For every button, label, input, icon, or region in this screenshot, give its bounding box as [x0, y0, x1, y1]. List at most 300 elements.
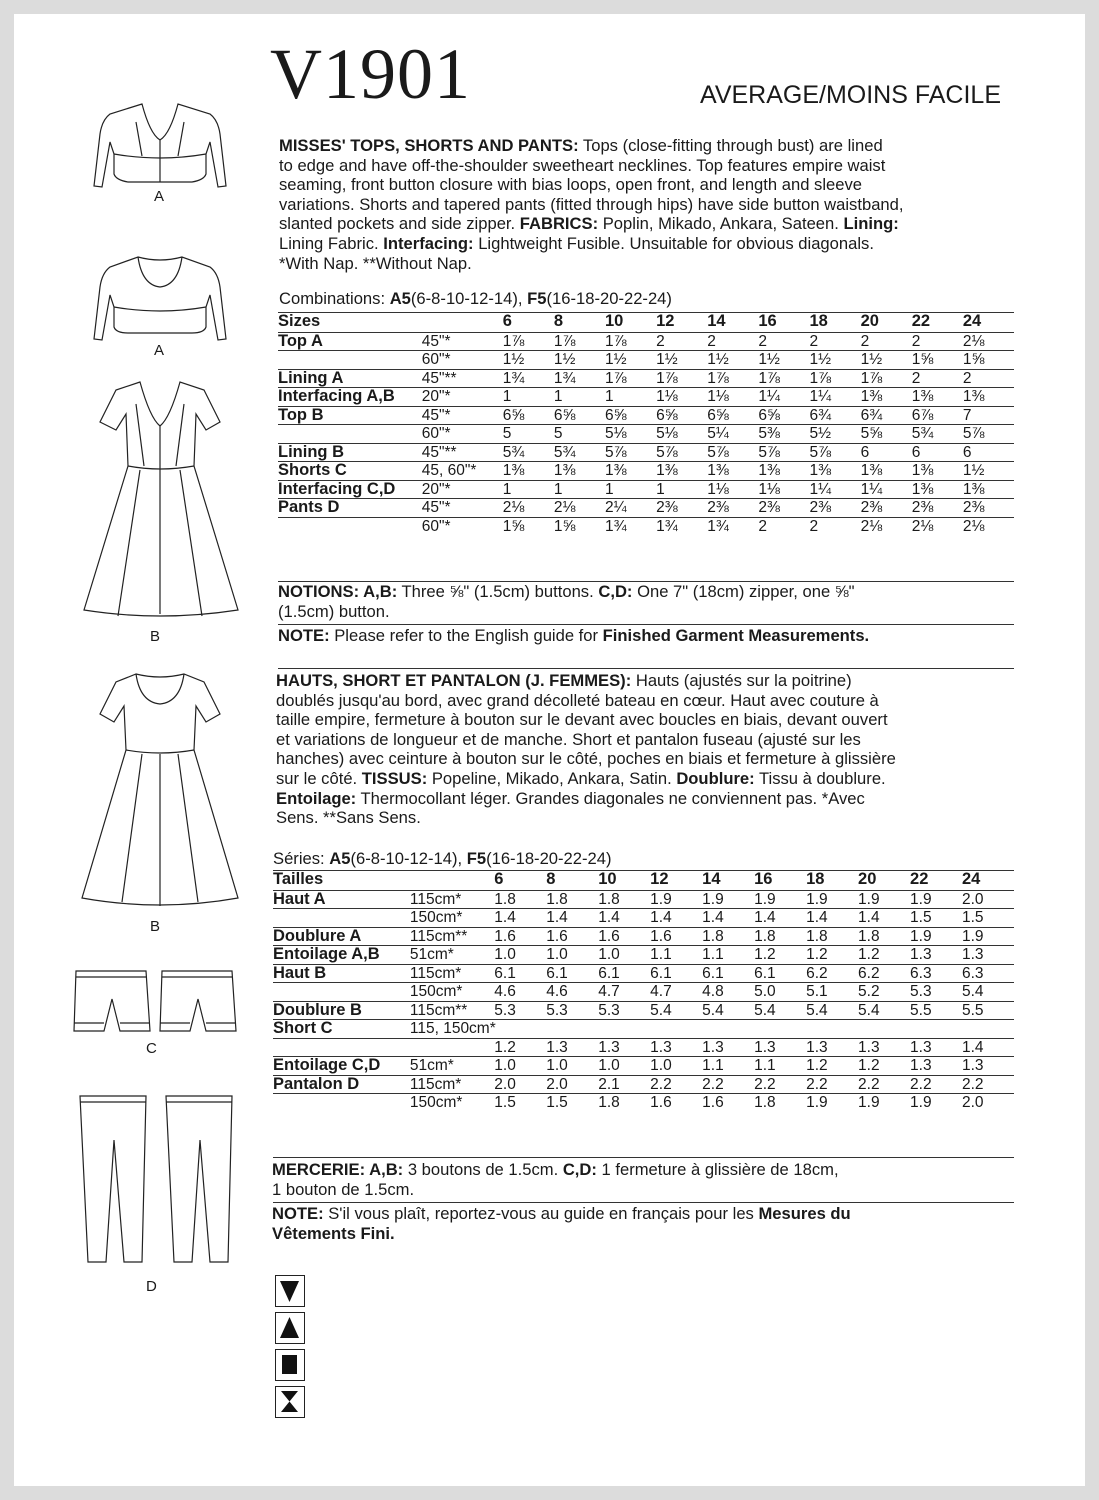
size-header-cell: 6	[494, 871, 546, 891]
row-label: Pants D	[278, 499, 422, 518]
yardage-cell: 1¾	[707, 517, 758, 535]
divider	[273, 1202, 1014, 1203]
size-header-label: Tailles	[273, 871, 410, 891]
yardage-cell: 1.2	[494, 1038, 546, 1057]
yardage-cell: 6⅞	[912, 406, 963, 425]
yardage-cell: 1¼	[809, 480, 860, 499]
yardage-cell: 5⅞	[656, 443, 707, 462]
yardage-cell: 1.5	[494, 1094, 546, 1112]
fabric-width: 150cm*	[410, 909, 494, 928]
yardage-cell: 1.4	[858, 909, 910, 928]
fabric-width: 20"*	[422, 480, 503, 499]
square-icon	[276, 1350, 303, 1379]
size-header-cell: 20	[861, 313, 912, 333]
yardage-cell: 1.5	[962, 909, 1014, 928]
yardage-cell: 6.1	[598, 964, 650, 983]
yardage-cell: 2⅜	[809, 499, 860, 518]
yardage-cell: 5⅜	[758, 425, 809, 444]
yardage-cell: 1⅜	[707, 462, 758, 481]
fabric-width: 45"*	[422, 332, 503, 351]
yardage-cell: 2	[963, 369, 1014, 388]
yardage-cell: 5.3	[910, 983, 962, 1002]
view-letter: C	[146, 1040, 157, 1057]
yardage-cell: 5¾	[554, 443, 605, 462]
english-yardage-table	[278, 312, 1014, 535]
hourglass-icon	[276, 1387, 303, 1416]
table-row	[273, 1075, 1014, 1094]
yardage-cell: 5.4	[702, 1001, 754, 1020]
yardage-cell: 1.0	[598, 946, 650, 965]
size-header-cell: 22	[912, 313, 963, 333]
yardage-cell: 1.3	[962, 1057, 1014, 1076]
yardage-cell: 1.3	[910, 1057, 962, 1076]
table-row	[278, 332, 1014, 351]
fabric-width: 115cm*	[410, 890, 494, 909]
fabric-width: 45"*	[422, 499, 503, 518]
divider	[273, 1157, 1014, 1158]
yardage-cell: 5.4	[858, 1001, 910, 1020]
yardage-cell: 1.2	[806, 1057, 858, 1076]
yardage-cell: 5⅞	[605, 443, 656, 462]
yardage-cell: 1⅛	[758, 480, 809, 499]
table-row	[278, 406, 1014, 425]
yardage-cell: 1⅞	[503, 332, 554, 351]
yardage-cell: 1.1	[650, 946, 702, 965]
yardage-cell: 1.6	[546, 927, 598, 946]
yardage-cell: 1¾	[503, 369, 554, 388]
yardage-cell: 5.3	[598, 1001, 650, 1020]
yardage-cell: 1⅝	[503, 517, 554, 535]
yardage-cell: 2.2	[962, 1075, 1014, 1094]
yardage-cell: 1½	[707, 351, 758, 370]
yardage-cell: 1.3	[910, 1038, 962, 1057]
combinations-line: Combinations: A5(6-8-10-12-14), F5(16-18-20-22-24)	[279, 289, 672, 308]
row-label	[278, 425, 422, 444]
yardage-cell: 2⅛	[912, 517, 963, 535]
yardage-cell: 5.5	[962, 1001, 1014, 1020]
size-header-cell: 18	[809, 313, 860, 333]
yardage-cell: 1.9	[754, 890, 806, 909]
yardage-cell: 1.1	[754, 1057, 806, 1076]
table-row	[273, 964, 1014, 983]
yardage-cell: 2.1	[598, 1075, 650, 1094]
fabric-width	[410, 1038, 494, 1057]
yardage-cell: 1.3	[598, 1038, 650, 1057]
yardage-cell: 1½	[861, 351, 912, 370]
yardage-cell: 1⅜	[758, 462, 809, 481]
square-symbol	[275, 1349, 305, 1381]
up-triangle-symbol	[275, 1312, 305, 1344]
row-label: Shorts C	[278, 462, 422, 481]
table-row	[273, 946, 1014, 965]
yardage-cell: 1¾	[605, 517, 656, 535]
yardage-cell	[702, 1020, 754, 1039]
table-row	[278, 443, 1014, 462]
english-notions: NOTIONS: A,B: Three ⅝" (1.5cm) buttons. C,D: One 7" (18cm) zipper, one ⅝" (1.5cm) button.	[278, 582, 855, 621]
french-note: NOTE: S'il vous plaît, reportez-vous au guide en français pour les Mesures du Vêtements Fini.	[272, 1204, 851, 1243]
yardage-cell: 1.4	[598, 909, 650, 928]
yardage-cell: 1.5	[910, 909, 962, 928]
yardage-cell: 2⅜	[656, 499, 707, 518]
yardage-cell: 1½	[554, 351, 605, 370]
yardage-cell: 1.0	[598, 1057, 650, 1076]
yardage-cell: 5¾	[503, 443, 554, 462]
yardage-cell: 1.8	[598, 890, 650, 909]
yardage-cell: 6	[912, 443, 963, 462]
yardage-cell: 1½	[809, 351, 860, 370]
yardage-cell: 6.2	[806, 964, 858, 983]
yardage-cell: 5.4	[650, 1001, 702, 1020]
yardage-cell: 4.7	[650, 983, 702, 1002]
yardage-cell: 2⅛	[963, 332, 1014, 351]
yardage-cell: 1⅞	[707, 369, 758, 388]
yardage-cell: 1.8	[754, 927, 806, 946]
yardage-cell: 1½	[605, 351, 656, 370]
yardage-cell: 1⅝	[963, 351, 1014, 370]
yardage-cell: 1⅞	[554, 332, 605, 351]
yardage-cell: 1⅜	[554, 462, 605, 481]
yardage-cell: 1	[503, 480, 554, 499]
yardage-cell: 1.4	[806, 909, 858, 928]
view-a-long-sleeve-top-drawing	[80, 100, 240, 200]
yardage-cell: 6¾	[809, 406, 860, 425]
yardage-cell: 6¾	[861, 406, 912, 425]
yardage-cell: 1.0	[494, 1057, 546, 1076]
yardage-cell: 1.6	[650, 1094, 702, 1112]
view-d-pants-drawing	[70, 1090, 250, 1270]
yardage-cell: 1.1	[702, 1057, 754, 1076]
size-header-cell: 8	[546, 871, 598, 891]
size-header-cell: 24	[962, 871, 1014, 891]
row-label	[273, 983, 410, 1002]
yardage-cell: 1.0	[546, 946, 598, 965]
size-header-label: Sizes	[278, 313, 422, 333]
fabric-width: 60"*	[422, 425, 503, 444]
yardage-cell: 1⅜	[605, 462, 656, 481]
yardage-cell: 2	[861, 332, 912, 351]
yardage-cell: 1⅜	[912, 480, 963, 499]
size-header-cell: 12	[650, 871, 702, 891]
yardage-cell: 1.8	[546, 890, 598, 909]
yardage-cell: 5.5	[910, 1001, 962, 1020]
english-title: MISSES' TOPS, SHORTS AND PANTS:	[279, 136, 579, 155]
yardage-cell: 1.2	[858, 1057, 910, 1076]
table-row	[278, 425, 1014, 444]
down-triangle-symbol	[275, 1275, 305, 1307]
yardage-cell: 1.2	[754, 946, 806, 965]
french-description: HAUTS, SHORT ET PANTALON (J. FEMMES): Hauts (ajustés sur la poitrine) doublés jusqu'au bord, avec grand décolleté bateau en cœur. Haut avec couture à taille empire, fermeture à bouton sur le devant avec boucles en biais, devant ouvert et variations de longueur et de manche. Short et pantalon fuseau (ajusté sur les hanches) avec ceinture à bouton sur le côté, poches en biais et fermeture à glissière sur le côté. TISSUS: Popeline, Mikado, Ankara, Satin. Doublure: Tissu à doublure. Entoilage: Thermocollant léger. Grandes diagonales ne conviennent pas. *Avec Sens. **Sans Sens.	[276, 671, 896, 828]
yardage-cell: 2⅛	[503, 499, 554, 518]
yardage-cell: 1⅞	[656, 369, 707, 388]
yardage-cell: 2.2	[702, 1075, 754, 1094]
yardage-cell: 2⅜	[861, 499, 912, 518]
english-note: NOTE: Please refer to the English guide for Finished Garment Measurements.	[278, 626, 870, 645]
row-label: Interfacing C,D	[278, 480, 422, 499]
table-row	[278, 517, 1014, 535]
fabric-width: 60"*	[422, 351, 503, 370]
english-description: MISSES' TOPS, SHORTS AND PANTS: Tops (close-fitting through bust) are lined to edge and have off-the-shoulder sweetheart necklines. Top features empire waist seaming, front button closure with bias loops, open front, and length and sleeve variations. Shorts and tapered pants (fitted through hips) have side button waistband, slanted pockets and side zipper. FABRICS: Poplin, Mikado, Ankara, Sateen. Lining: Lining Fabric. Interfacing: Lightweight Fusible. Unsuitable for obvious diagonals. *With Nap. **Without Nap.	[279, 136, 904, 273]
yardage-cell: 5	[503, 425, 554, 444]
yardage-cell: 1⅝	[554, 517, 605, 535]
size-header-cell: 10	[605, 313, 656, 333]
yardage-cell: 1⅛	[707, 480, 758, 499]
yardage-cell: 4.8	[702, 983, 754, 1002]
size-header-cell: 8	[554, 313, 605, 333]
yardage-cell: 6.1	[702, 964, 754, 983]
yardage-cell: 1⅜	[912, 388, 963, 407]
table-row	[273, 927, 1014, 946]
view-letter: A	[154, 342, 165, 359]
row-label: Haut A	[273, 890, 410, 909]
yardage-cell: 1¼	[861, 480, 912, 499]
size-header-row	[273, 871, 1014, 891]
yardage-cell: 1.8	[754, 1094, 806, 1112]
yardage-cell: 1	[503, 388, 554, 407]
yardage-cell: 2	[809, 517, 860, 535]
yardage-cell: 1⅜	[656, 462, 707, 481]
hourglass-symbol	[275, 1386, 305, 1418]
table-row	[273, 890, 1014, 909]
yardage-cell: 1.9	[910, 890, 962, 909]
row-label: Entoilage A,B	[273, 946, 410, 965]
yardage-cell: 1.0	[494, 946, 546, 965]
size-header-cell: 12	[656, 313, 707, 333]
yardage-cell: 1.6	[598, 927, 650, 946]
yardage-cell: 2.0	[546, 1075, 598, 1094]
yardage-cell: 6	[861, 443, 912, 462]
series-line: Séries: A5(6-8-10-12-14), F5(16-18-20-22-24)	[273, 849, 612, 868]
yardage-cell: 6⅝	[758, 406, 809, 425]
yardage-cell: 1.9	[910, 927, 962, 946]
yardage-cell: 1.1	[702, 946, 754, 965]
yardage-cell	[598, 1020, 650, 1039]
fabric-width: 150cm*	[410, 1094, 494, 1112]
yardage-cell: 1.0	[650, 1057, 702, 1076]
yardage-cell: 2.2	[806, 1075, 858, 1094]
yardage-cell: 1⅜	[963, 480, 1014, 499]
yardage-cell: 1⅞	[861, 369, 912, 388]
yardage-cell: 1.9	[962, 927, 1014, 946]
yardage-cell: 1.3	[546, 1038, 598, 1057]
yardage-cell: 1¾	[656, 517, 707, 535]
yardage-cell: 5⅝	[861, 425, 912, 444]
yardage-cell: 2	[656, 332, 707, 351]
yardage-cell	[806, 1020, 858, 1039]
yardage-cell: 2.0	[962, 890, 1014, 909]
yardage-cell: 1.3	[910, 946, 962, 965]
fabric-width: 45"**	[422, 369, 503, 388]
yardage-cell: 5.3	[546, 1001, 598, 1020]
yardage-cell: 1½	[503, 351, 554, 370]
yardage-cell: 1.9	[858, 1094, 910, 1112]
yardage-cell: 2⅜	[758, 499, 809, 518]
yardage-cell: 1.3	[702, 1038, 754, 1057]
row-label: Haut B	[273, 964, 410, 983]
yardage-cell: 1.3	[754, 1038, 806, 1057]
fabric-width: 115cm**	[410, 1001, 494, 1020]
yardage-cell: 1⅜	[861, 388, 912, 407]
size-header-cell: 22	[910, 871, 962, 891]
yardage-cell: 2	[912, 369, 963, 388]
yardage-cell: 1.4	[650, 909, 702, 928]
yardage-cell: 6.1	[494, 964, 546, 983]
row-label	[278, 351, 422, 370]
yardage-cell: 1.4	[546, 909, 598, 928]
yardage-cell: 1⅛	[707, 388, 758, 407]
yardage-cell: 2.2	[650, 1075, 702, 1094]
yardage-cell: 1⅛	[656, 388, 707, 407]
yardage-cell: 2	[758, 517, 809, 535]
yardage-cell: 5⅞	[758, 443, 809, 462]
row-label	[273, 1094, 410, 1112]
french-title: HAUTS, SHORT ET PANTALON (J. FEMMES):	[276, 671, 632, 690]
row-label	[273, 909, 410, 928]
yardage-cell: 1.9	[858, 890, 910, 909]
yardage-cell: 1.8	[494, 890, 546, 909]
fabric-width: 45"**	[422, 443, 503, 462]
yardage-cell: 2	[809, 332, 860, 351]
yardage-cell: 5⅛	[656, 425, 707, 444]
yardage-cell: 6.3	[910, 964, 962, 983]
yardage-cell: 1	[605, 480, 656, 499]
yardage-cell: 1¾	[554, 369, 605, 388]
difficulty-level: AVERAGE/MOINS FACILE	[700, 81, 1002, 109]
size-header-cell: 18	[806, 871, 858, 891]
yardage-cell: 1.6	[494, 927, 546, 946]
table-row	[278, 369, 1014, 388]
table-row	[278, 499, 1014, 518]
french-yardage-table	[273, 870, 1014, 1112]
yardage-cell: 1⅜	[861, 462, 912, 481]
fabric-width: 45, 60"*	[422, 462, 503, 481]
view-b-dress-sweetheart-drawing	[70, 378, 250, 626]
yardage-cell: 7	[963, 406, 1014, 425]
yardage-cell: 1⅞	[605, 332, 656, 351]
view-c-shorts-drawing	[70, 965, 250, 1037]
table-row	[273, 1020, 1014, 1039]
yardage-cell: 5¾	[912, 425, 963, 444]
yardage-cell: 5.4	[806, 1001, 858, 1020]
size-header-cell: 16	[758, 313, 809, 333]
yardage-cell: 5⅞	[707, 443, 758, 462]
yardage-cell: 2.0	[962, 1094, 1014, 1112]
yardage-cell: 1⅜	[912, 462, 963, 481]
yardage-cell: 1½	[656, 351, 707, 370]
yardage-cell: 1⅜	[809, 462, 860, 481]
yardage-cell: 2⅜	[912, 499, 963, 518]
fabric-width: 20"*	[422, 388, 503, 407]
table-row	[278, 480, 1014, 499]
yardage-cell: 5⅞	[963, 425, 1014, 444]
yardage-cell: 1	[554, 480, 605, 499]
yardage-cell	[910, 1020, 962, 1039]
yardage-cell: 1.8	[858, 927, 910, 946]
row-label: Entoilage C,D	[273, 1057, 410, 1076]
yardage-cell: 1.2	[806, 946, 858, 965]
yardage-cell: 2⅛	[554, 499, 605, 518]
size-header-row	[278, 313, 1014, 333]
yardage-cell	[494, 1020, 546, 1039]
yardage-cell: 1.3	[806, 1038, 858, 1057]
yardage-cell: 1⅞	[809, 369, 860, 388]
yardage-cell: 5.0	[754, 983, 806, 1002]
yardage-cell: 1.9	[806, 1094, 858, 1112]
view-letter: D	[146, 1278, 157, 1295]
yardage-cell: 2.2	[754, 1075, 806, 1094]
row-label: Lining B	[278, 443, 422, 462]
row-label: Top A	[278, 332, 422, 351]
yardage-cell: 1½	[758, 351, 809, 370]
yardage-cell: 5¼	[707, 425, 758, 444]
table-row	[278, 462, 1014, 481]
yardage-cell: 6.3	[962, 964, 1014, 983]
yardage-cell: 2⅜	[963, 499, 1014, 518]
yardage-cell: 1⅜	[503, 462, 554, 481]
yardage-cell: 1.9	[910, 1094, 962, 1112]
row-label: Short C	[273, 1020, 410, 1039]
view-letter: A	[154, 188, 165, 205]
yardage-cell: 4.7	[598, 983, 650, 1002]
up-triangle-icon	[276, 1313, 303, 1342]
yardage-cell: 1.0	[546, 1057, 598, 1076]
yardage-cell: 1.4	[494, 909, 546, 928]
fabric-width: 115cm*	[410, 1075, 494, 1094]
yardage-cell: 1	[605, 388, 656, 407]
row-label: Pantalon D	[273, 1075, 410, 1094]
size-header-cell: 20	[858, 871, 910, 891]
yardage-cell: 6⅝	[554, 406, 605, 425]
yardage-cell: 1.2	[858, 946, 910, 965]
yardage-cell: 1.4	[962, 1038, 1014, 1057]
yardage-cell	[650, 1020, 702, 1039]
yardage-cell: 2⅛	[861, 517, 912, 535]
yardage-cell: 1.3	[650, 1038, 702, 1057]
down-triangle-icon	[276, 1276, 303, 1305]
table-row	[278, 388, 1014, 407]
yardage-cell: 2.2	[858, 1075, 910, 1094]
row-label: Doublure A	[273, 927, 410, 946]
yardage-cell: 6⅝	[605, 406, 656, 425]
yardage-cell: 2¼	[605, 499, 656, 518]
row-label: Top B	[278, 406, 422, 425]
yardage-cell: 6.1	[754, 964, 806, 983]
table-row	[278, 351, 1014, 370]
pattern-number: V1901	[270, 34, 471, 114]
fabric-width: 51cm*	[410, 1057, 494, 1076]
yardage-cell: 2	[707, 332, 758, 351]
yardage-cell: 6.1	[546, 964, 598, 983]
table-row	[273, 1001, 1014, 1020]
yardage-cell: 1.6	[702, 1094, 754, 1112]
yardage-cell: 1	[656, 480, 707, 499]
view-letter: B	[150, 628, 161, 645]
yardage-cell	[546, 1020, 598, 1039]
yardage-cell: 2	[912, 332, 963, 351]
yardage-cell: 2.2	[910, 1075, 962, 1094]
yardage-cell: 1	[554, 388, 605, 407]
yardage-cell: 6.2	[858, 964, 910, 983]
yardage-cell: 2	[758, 332, 809, 351]
table-row	[273, 909, 1014, 928]
yardage-cell: 1.6	[650, 927, 702, 946]
fabric-width: 150cm*	[410, 983, 494, 1002]
yardage-cell: 5⅞	[809, 443, 860, 462]
yardage-cell: 1.4	[754, 909, 806, 928]
yardage-cell: 4.6	[494, 983, 546, 1002]
yardage-cell	[962, 1020, 1014, 1039]
yardage-cell: 6.1	[650, 964, 702, 983]
yardage-cell: 6⅝	[656, 406, 707, 425]
